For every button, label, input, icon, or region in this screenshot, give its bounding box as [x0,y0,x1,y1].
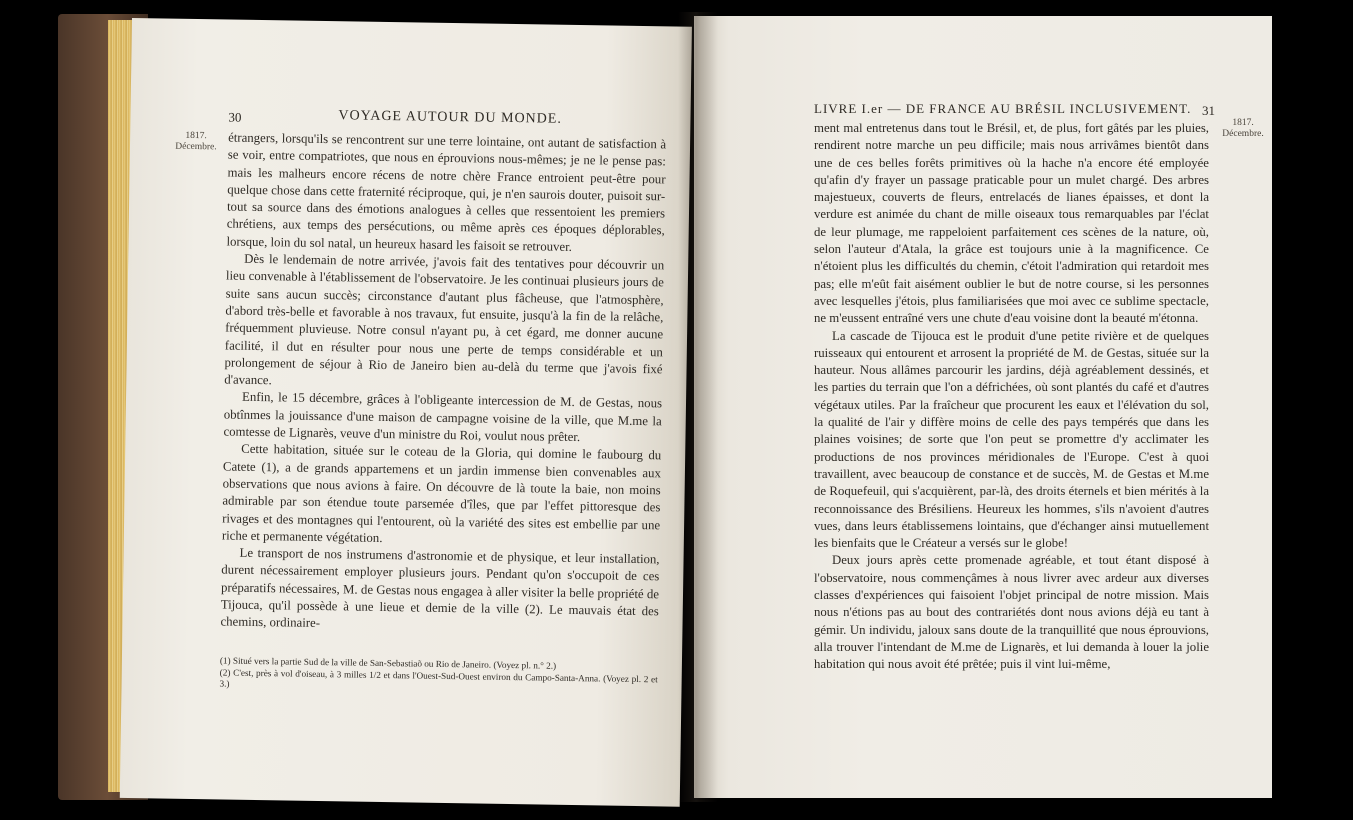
paragraph: ment mal entretenus dans tout le Brésil, et, de plus, fort gâtés par les pluies, rendirent notre marche un peu difficile; mais nous arrivâmes bientôt dans une de ces belles forêts primitives où la hache n'a encore été employée qu'afin d'y frayer un passage praticable pour un mulet chargé. Des arbres majestueux, couverts de fleurs, entrelacés de lianes épaisses, et dont la verdure est animée du chant de mille oiseaux tous remarquables par l'éclat de leur plumage, me rappeloient parfaitement ces scènes de la nature, où, selon l'auteur d'Atala, la grâce est toujours unie à la magnificence. Ce n'étoient plus les difficultés du chemin, c'étoit l'admiration qui retardoit mes pas; elle m'eût fait aisément oublier le but de notre course, si les personnes avec lesquelles j'étois, plus familiarisées que moi avec ce sublime spectacle, ne m'eussent entraîné vers une chute d'eau voisine dont la beauté m'étonna. [814,121,1209,326]
left-margin-note [168,131,224,154]
paragraph: Enfin, le 15 décembre, grâces à l'obligeante intercession de M. de Gestas, nous obtînmes la jouissance d'une maison de campagne voisine de la ville, que M.me la comtesse de Lignarès, veuve d'un ministre du Roi, voulut nous prêter. [223,390,663,445]
left-footnotes [219,655,657,696]
margin-note-year: 1817. [185,130,207,142]
left-body-text [220,130,666,638]
margin-note-year: 1817. [1232,118,1254,128]
book-gutter [678,12,718,802]
paragraph: étrangers, lorsqu'ils se rencontrent sur une terre lointaine, ont autant de satisfaction à se voir, entre compatriotes, que nous en éprouvions nous-mêmes; je ne le pense pas: mais les malheurs encore récens de notre chère France entroient peut-être pour quelque chose dans cette fraternité réciproque, qui, je n'en saurois douter, puisoit sur-tout sa source dans des émotions analogues à celles que ressentoient les premiers chrétiens, aux temps des persécutions, ou même après ces époques déplorables, lorsque, loin du sol natal, un heureux hasard les faisoit se retrouver. [226,130,667,254]
right-page-number: 31 [1202,103,1215,118]
footnote: (1) Situé vers la partie Sud de la ville de San-Sebastiaõ ou Rio de Janeiro. (Voyez pl. n.° 2.) [219,655,557,671]
right-page [694,16,1272,798]
right-running-head: LIVRE I.er — DE FRANCE AU BRÉSIL INCLUSIVEMENT. [814,101,1192,116]
paragraph: Dès le lendemain de notre arrivée, j'avois fait des tentatives pour découvrir un lieu convenable à l'établissement de l'observatoire. Je les continuai plusieurs jours de suite sans aucun succès; circonstance d'autant plus fâcheuse, que l'atmosphère, d'abord très-belle et favorable à nos travaux, fut ensuite, jusqu'à la fin de la relâche, fréquemment pluvieuse. Notre consul n'ayant pu, à cet égard, me donner aucune facilité, il dut en résulter pour nous une perte de temps considérable et un prolongement de séjour à Rio de Janeiro bien au-delà du terme que j'avois fixé d'avance. [224,251,665,388]
paragraph: La cascade de Tijouca est le produit d'une petite rivière et de quelques ruisseaux qui entourent et arrosent la propriété de M. de Gestas, située sur la hauteur. Nous allâmes parcourir les jardins, déjà agréablement dessinés, et les parties du terrain que l'on a défrichées, où sont plantés du café et d'autres végétaux utiles. Par la fraîcheur que procurent les eaux et l'élévation du sol, la qualité de l'air y diffère moins de celle des pays tempérés que dans les plaines voisines; de sorte que l'on peut se promettre d'y acclimater les productions de nos provinces méridionales de l'Europe. C'est à quoi travaillent, avec beaucoup de constance et de succès, M. de Gestas et M.me de Roquefeuil, qui s'acquièrent, par-là, des droits éternels et bien mérités à la reconnoissance des Brésiliens. Heureux les hommes, s'ils n'avoient d'autres vues, dans leurs établissemens lointains, que d'échanger ainsi mutuellement les bienfaits que le Créateur a versés sur le globe! [814,328,1209,551]
left-running-head: VOYAGE AUTOUR DU MONDE. [338,108,563,127]
paragraph: Deux jours après cette promenade agréable, et tout étant disposé à l'observatoire, nous commençâmes à nous livrer avec ardeur aux diverses classes d'expériences qui faisoient l'objet principal de notre mission. Mais nous n'étions pas au bout des contrariétés dont nous avions déjà eu tant à gémir. Un individu, jaloux sans doute de la tranquillité que nous éprouvions, alla trouver l'intendant de M.me de Lignarès, et lui demanda à louer la jolie habitation qui nous avoit été prêtée; puis il vint lui-même, [814,553,1209,672]
right-body-text [814,120,1209,674]
open-book [58,12,1288,802]
right-margin-note [1214,118,1272,140]
paragraph: Le transport de nos instrumens d'astronomie et de physique, et leur installation, durent nécessairement employer plusieurs jours. Pendant qu'on s'occupoit de ces préparatifs nécessaires, M. de Gestas nous engagea à aller visiter la belle propriété de Tijouca, qu'il possède à une lieue et demie de la ville (2). Le mauvais état des chemins, ordinaire- [220,545,660,631]
margin-note-month: Décembre. [1222,129,1264,139]
left-page [120,18,692,807]
left-page-number: 30 [228,109,242,125]
paragraph: Cette habitation, située sur le coteau de la Gloria, qui domine le faubourg du Catete (1), a de grands appartemens et un jardin immense bien convenables aux observations que nous avions à faire. On découvre de là toute la baie, non moins admirable par son étendue toute parsemée d'îles, que par l'effet pittoresque des rivages et des montagnes qui l'entourent, où la variété des sites est embellie par une riche et permanente végétation. [221,442,662,545]
footnote: (2) C'est, près à vol d'oiseau, à 3 milles 1/2 et dans l'Ouest-Sud-Ouest environ du Campo-Santa-Anna. (Voyez pl. 2 et 3.) [219,666,658,689]
margin-note-month: Décembre. [175,141,217,153]
